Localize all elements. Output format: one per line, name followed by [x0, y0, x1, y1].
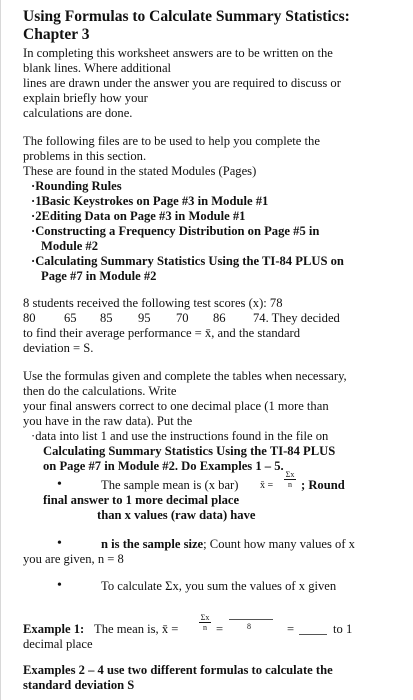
files-intro-line: These are found in the stated Modules (Pages): [23, 164, 257, 178]
file-item-basic-keystrokes: ·1Basic Keystrokes on Page #3 in Module #1: [31, 194, 269, 208]
mean-lead: The sample mean is (x bar): [101, 478, 239, 492]
instructions-line: then do the calculations. Write: [23, 384, 177, 398]
example1-text: The mean is, x̄ =: [94, 622, 179, 636]
bullet-icon: •: [57, 477, 62, 492]
file-item-summary-statistics: ·Calculating Summary Statistics Using the TI-84 PLUS on: [31, 254, 344, 268]
score-value: 65: [64, 311, 77, 325]
mean-fraction-numerator: Σx: [285, 470, 295, 479]
example1-label: Example 1:: [23, 622, 85, 636]
scores-line: deviation = S.: [23, 341, 94, 355]
mean-formula-left: x̄ =: [260, 480, 274, 491]
score-value-last: 74. They decided: [253, 311, 340, 325]
example1-to1: to 1: [333, 622, 353, 636]
intro-line: In completing this worksheet answers are to be written on the: [23, 46, 333, 60]
example1-eq2: =: [287, 622, 295, 636]
score-value: 95: [138, 311, 151, 325]
score-value: 80: [23, 311, 36, 325]
score-value: 86: [213, 311, 226, 325]
file-item-frequency-distribution: ·Constructing a Frequency Distribution on Page #5 in: [31, 224, 320, 238]
intro-line: lines are drawn under the answer you are required to discuss or: [23, 76, 341, 90]
n-bullet-line2: you are given, n = 8: [23, 552, 124, 566]
example1-denominator: n: [203, 623, 207, 632]
instructions-line: your final answers correct to one decimal place (1 more than: [23, 399, 329, 413]
mean-line: than x values (raw data) have: [97, 508, 256, 522]
score-value: 70: [176, 311, 189, 325]
bullet-icon: •: [57, 536, 62, 551]
intro-line: blank lines. Where additional: [23, 61, 172, 75]
page-subtitle: Chapter 3: [23, 26, 90, 43]
bullet-icon: •: [57, 578, 62, 593]
instructions-line: you have in the raw data). Put the: [23, 414, 193, 428]
files-intro-line: The following files are to be used to help you complete the: [23, 134, 320, 148]
file-item-editing-data: ·2Editing Data on Page #3 in Module #1: [31, 209, 246, 223]
mean-fraction-denominator: n: [288, 480, 292, 489]
mean-round: ; Round: [301, 478, 345, 492]
examples-note-line: standard deviation S: [23, 678, 135, 692]
example1-denominator2: 8: [247, 622, 251, 631]
page-title: Using Formulas to Calculate Summary Statistics:: [23, 8, 350, 25]
example1-numerator: Σx: [200, 613, 210, 622]
instructions-line: ·data into list 1 and use the instructions found in the file on: [31, 429, 329, 443]
sum-bullet-text: To calculate Σx, you sum the values of x given: [101, 579, 337, 593]
file-item-rounding-rules: ·Rounding Rules: [31, 179, 122, 193]
example1-sum-blank[interactable]: [229, 619, 273, 620]
example1-fraction: [199, 613, 211, 632]
example1-eq: =: [216, 622, 224, 636]
scores-line: 8 students received the following test scores (x): 78: [23, 296, 283, 310]
example1-answer-blank[interactable]: [299, 634, 327, 635]
mean-line: final answer to 1 more decimal place: [43, 493, 240, 507]
instructions-file-ref: on Page #7 in Module #2. Do Examples 1 – 5.: [43, 459, 284, 473]
files-intro-line: problems in this section.: [23, 149, 147, 163]
example1-line2: decimal place: [23, 637, 93, 651]
score-value: 85: [100, 311, 113, 325]
mean-fraction: [284, 470, 296, 489]
scores-line: to find their average performance = x̄, and the standard: [23, 326, 301, 340]
intro-line: explain briefly how your: [23, 91, 148, 105]
instructions-line: Use the formulas given and complete the tables when necessary,: [23, 369, 347, 383]
intro-line: calculations are done.: [23, 106, 133, 120]
examples-note-line: Examples 2 – 4 use two different formulas to calculate the: [23, 663, 333, 677]
n-bullet-line: [101, 537, 355, 552]
n-bullet-bold: n is the sample size: [101, 537, 204, 551]
file-item-frequency-distribution-cont: Module #2: [41, 239, 99, 253]
instructions-file-ref: Calculating Summary Statistics Using the TI-84 PLUS: [43, 444, 336, 458]
n-bullet-rest: ; Count how many values of x: [203, 537, 355, 551]
file-item-summary-statistics-cont: Page #7 in Module #2: [41, 269, 157, 283]
